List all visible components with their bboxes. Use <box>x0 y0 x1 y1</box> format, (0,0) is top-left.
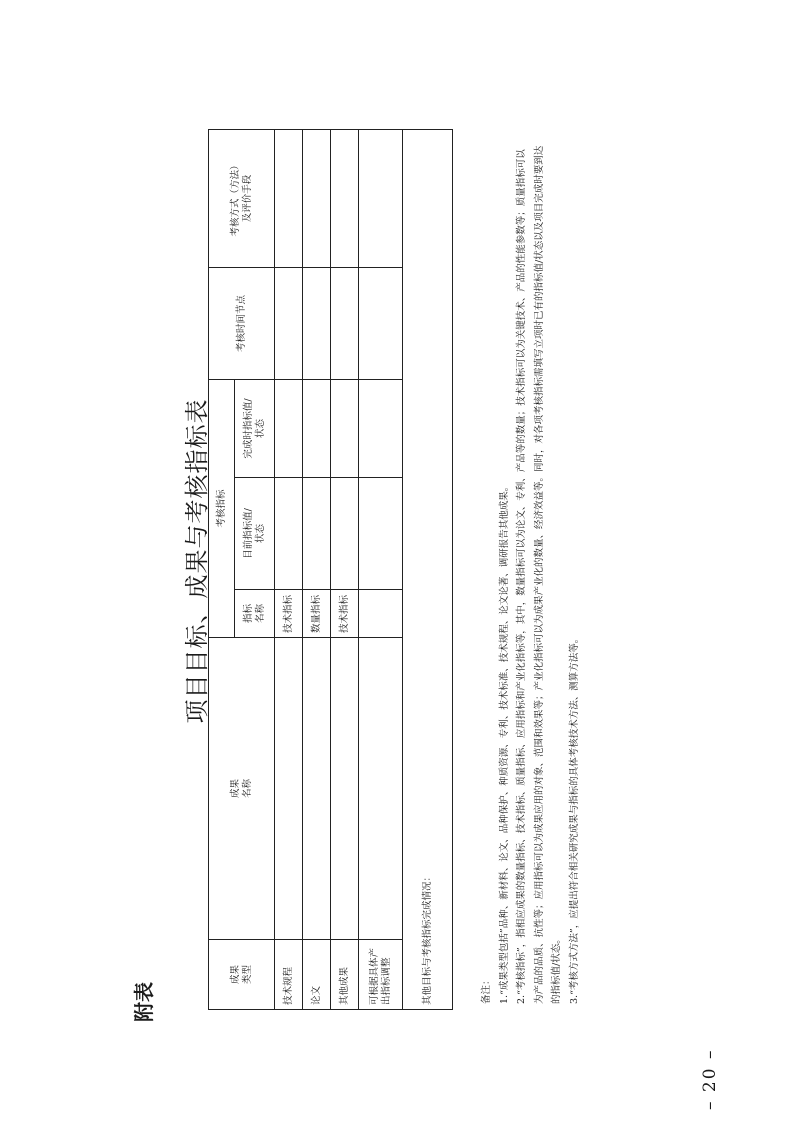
notes-heading: 备注： <box>481 975 492 1004</box>
header-current-value: 目前指标值/ 状态 <box>235 478 275 590</box>
row-indicator: 技术指标 <box>275 590 303 638</box>
page-number: – 20 – <box>700 1048 720 1110</box>
header-indicator-name: 指标 名称 <box>235 590 275 638</box>
row-type: 可根据具体产出指标调整 <box>359 940 403 1010</box>
table-title: 项目目标、成果与考核指标表 <box>183 398 211 724</box>
table-row <box>331 130 359 1010</box>
note-3: 3.“考核方式方法”，应提出符合相关研究成果与指标的具体考核技术方法、测算方法等。 <box>568 633 580 1004</box>
table-row <box>275 130 303 1010</box>
note-2: 2.“考核指标”，指相应成果的数量指标、技术指标、质量指标、应用指标和产业化指标等，其中，数量指标可以为论文、专利、产品等的数量；技术指标可以为关键技术、产品的性能参数等；质量指标可以为产品的品质、抗性等；应用指标可以为成果应用的对象、范围和效果等；产业化指标可以为成果产业化的数量、经济效益等。同时，对各项考核指标需填写立项时已有的指标值/状态以及项目完成时要到达的指标值/状态。 <box>516 145 563 1004</box>
row-indicator: 数量指标 <box>303 590 331 638</box>
indicator-table <box>208 129 453 1010</box>
row-type: 其他成果 <box>331 940 359 1010</box>
table-row <box>359 130 403 1010</box>
footer-completion-note: 其他目标与考核指标完成情况： <box>403 130 453 1010</box>
header-type: 成果 类型 <box>209 940 275 1010</box>
header-time: 考核时间节点 <box>209 268 275 380</box>
header-name: 成果 名称 <box>209 638 275 940</box>
note-1: 1.“成果类型包括”品种、新材料、论文、品种保护、种质资源、专利、技术标准、技术规程、论文论著、调研报告其他成果。 <box>498 481 510 1004</box>
appendix-label: 附表 <box>132 982 156 1022</box>
header-target-value: 完成时指标值/ 状态 <box>235 380 275 478</box>
table-row <box>303 130 331 1010</box>
header-method: 考核方式（方法） 及评价手段 <box>209 130 275 268</box>
header-indicator-group: 考核指标 <box>209 380 235 638</box>
row-type: 论文 <box>303 940 331 1010</box>
table-footer-row <box>403 130 453 1010</box>
row-type: 技术规程 <box>275 940 303 1010</box>
notes-section <box>478 144 583 1004</box>
row-indicator: 技术指标 <box>331 590 359 638</box>
row-indicator <box>359 590 403 638</box>
